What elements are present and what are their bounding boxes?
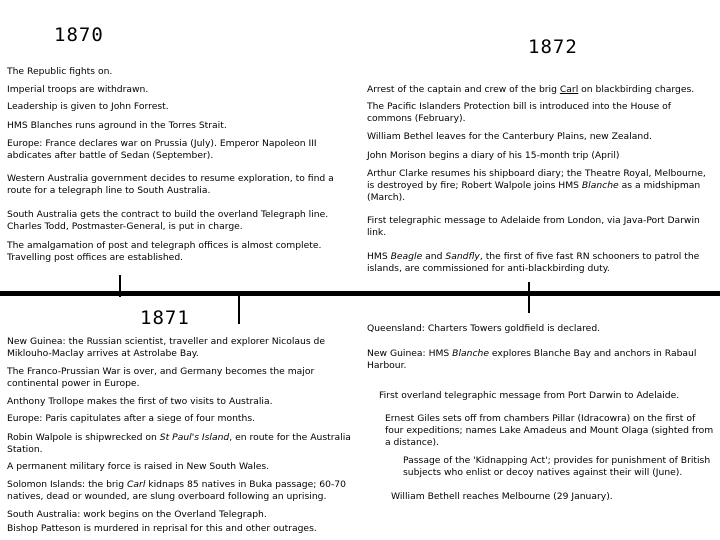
event-1872-giles-line2: four expeditions; names Lake Amadeus and Mount Olaga (sighted from — [385, 425, 714, 436]
text-segment: New Guinea: HMS — [367, 348, 453, 359]
event-1870-sa-line2: Charles Todd, Postmaster-General, is put in charge. — [7, 221, 243, 232]
ship-name-sandfly: Sandfly — [445, 251, 480, 262]
event-1870-europe-line1: Europe: France declares war on Prussia (July). Emperor Napoleon III — [7, 138, 317, 149]
event-1872-giles-line1: Ernest Giles sets off from chambers Pillar (Idracowra) on the first of — [385, 413, 696, 424]
event-1872-protection-bill-line1: The Pacific Islanders Protection bill is introduced into the House of — [367, 101, 672, 112]
event-1872-rabaul-line1 — [367, 348, 696, 360]
year-1870-heading: 1870 — [54, 24, 104, 46]
event-1871-overland-telegraph: South Australia: work begins on the Overland Telegraph. — [7, 509, 267, 520]
text-segment: and — [422, 251, 446, 262]
event-1871-military-force: A permanent military force is raised in New South Wales. — [7, 461, 270, 472]
timeline-axis — [0, 291, 720, 296]
event-1870-sa-line1: South Australia gets the contract to build the overland Telegraph line. — [7, 209, 329, 220]
text-segment: Solomon Islands: the brig — [7, 479, 127, 490]
event-1872-telegraph-line2: link. — [367, 227, 387, 238]
event-1872-telegraph-line1: First telegraphic message to Adelaide from London, via Java-Port Darwin — [367, 215, 700, 226]
event-1872-schooners-line2: islands, are commissioned for anti-blackbirding duty. — [367, 263, 610, 274]
text-segment: Arrest of the captain and crew of the brig — [367, 84, 560, 95]
timeline-tick-1872 — [528, 282, 530, 313]
ship-name-blanche: Blanche — [452, 348, 490, 359]
event-1871-carl-kidnap-line2: natives, dead or wounded, are slung overboard following an uprising. — [7, 491, 327, 502]
timeline-tick-1870 — [119, 275, 121, 297]
event-1872-giles-line3: a distance). — [385, 437, 439, 448]
event-1871-paris: Europe: Paris capitulates after a siege of four months. — [7, 413, 256, 424]
event-1872-first-overland-message: First overland telegraphic message from Port Darwin to Adelaide. — [379, 390, 680, 401]
event-1871-patteson: Bishop Patteson is murdered in reprisal for this and other outrages. — [7, 523, 317, 534]
event-1870-forrest: Leadership is given to John Forrest. — [7, 101, 169, 112]
event-1872-bethell-melbourne: William Bethell reaches Melbourne (29 January). — [391, 491, 613, 502]
ship-name-carl: Carl — [559, 84, 579, 95]
text-segment: kidnaps 85 natives in Buka passage; 60-70 — [145, 479, 347, 490]
text-segment: as a midshipman — [618, 180, 701, 191]
event-1870-wa-line2: route for a telegraph line to South Australia. — [7, 185, 211, 196]
event-1871-war-over-line1: The Franco-Prussian War is over, and Germany becomes the major — [7, 366, 315, 377]
event-1872-kidnapping-act-line2: subjects who enlist or decoy natives against their will (June). — [403, 467, 683, 478]
event-1872-clarke-line3: (March). — [367, 192, 406, 203]
event-1870-blanches: HMS Blanches runs aground in the Torres Strait. — [7, 120, 227, 131]
event-1872-clarke-line1: Arthur Clarke resumes his shipboard diary; the Theatre Royal, Melbourne, — [367, 168, 706, 179]
event-1871-carl-kidnap-line1 — [7, 479, 346, 491]
event-1871-maclay-line2: Miklouho-Maclay arrives at Astrolabe Bay. — [7, 348, 199, 359]
place-name-st-pauls: St Paul's Island — [159, 432, 230, 443]
year-1872-heading: 1872 — [528, 36, 578, 58]
event-1872-kidnapping-act-line1: Passage of the 'Kidnapping Act'; provides for punishment of British — [403, 455, 711, 466]
text-segment: , the first of five fast RN schooners to patrol the — [479, 251, 700, 262]
event-1871-war-over-line2: continental power in Europe. — [7, 378, 140, 389]
event-1872-charters-towers: Queensland: Charters Towers goldfield is declared. — [367, 323, 601, 334]
event-1871-trollope: Anthony Trollope makes the first of two visits to Australia. — [7, 396, 273, 407]
event-1870-post-line2: Travelling post offices are established. — [7, 252, 184, 263]
text-segment: HMS — [367, 251, 391, 262]
ship-name-carl: Carl — [127, 479, 146, 490]
text-segment: is destroyed by fire; Robert Walpole joins HMS — [367, 180, 582, 191]
event-1870-europe-line2: abdicates after battle of Sedan (September). — [7, 150, 214, 161]
event-1872-clarke-line2 — [367, 180, 700, 192]
text-segment: explores Blanche Bay and anchors in Rabaul — [489, 348, 697, 359]
event-1870-troops: Imperial troops are withdrawn. — [7, 84, 149, 95]
event-1872-rabaul-line2: Harbour. — [367, 360, 407, 371]
event-1871-walpole-line2: Station. — [7, 444, 43, 455]
event-1872-schooners-line1 — [367, 251, 699, 263]
event-1872-protection-bill-line2: commons (February). — [367, 113, 466, 124]
event-1870-republic: The Republic fights on. — [7, 66, 113, 77]
text-segment: , en route for the Australia — [229, 432, 351, 443]
event-1872-carl-arrest — [367, 84, 694, 96]
timeline-tick-1871 — [238, 291, 240, 324]
event-1871-walpole-line1 — [7, 432, 351, 444]
event-1872-morison-diary: John Morison begins a diary of his 15-month trip (April) — [367, 150, 620, 161]
ship-name-blanche: Blanche — [581, 180, 619, 191]
event-1870-wa-line1: Western Australia government decides to resume exploration, to find a — [7, 173, 334, 184]
text-segment: Robin Walpole is shipwrecked on — [7, 432, 160, 443]
year-1871-heading: 1871 — [140, 307, 190, 329]
event-1872-bethel-leaves: William Bethel leaves for the Canterbury Plains, new Zealand. — [367, 131, 652, 142]
ship-name-beagle: Beagle — [390, 251, 423, 262]
text-segment: on blackbirding charges. — [578, 84, 695, 95]
event-1871-maclay-line1: New Guinea: the Russian scientist, traveller and explorer Nicolaus de — [7, 336, 326, 347]
event-1870-post-line1: The amalgamation of post and telegraph offices is almost complete. — [7, 240, 322, 251]
